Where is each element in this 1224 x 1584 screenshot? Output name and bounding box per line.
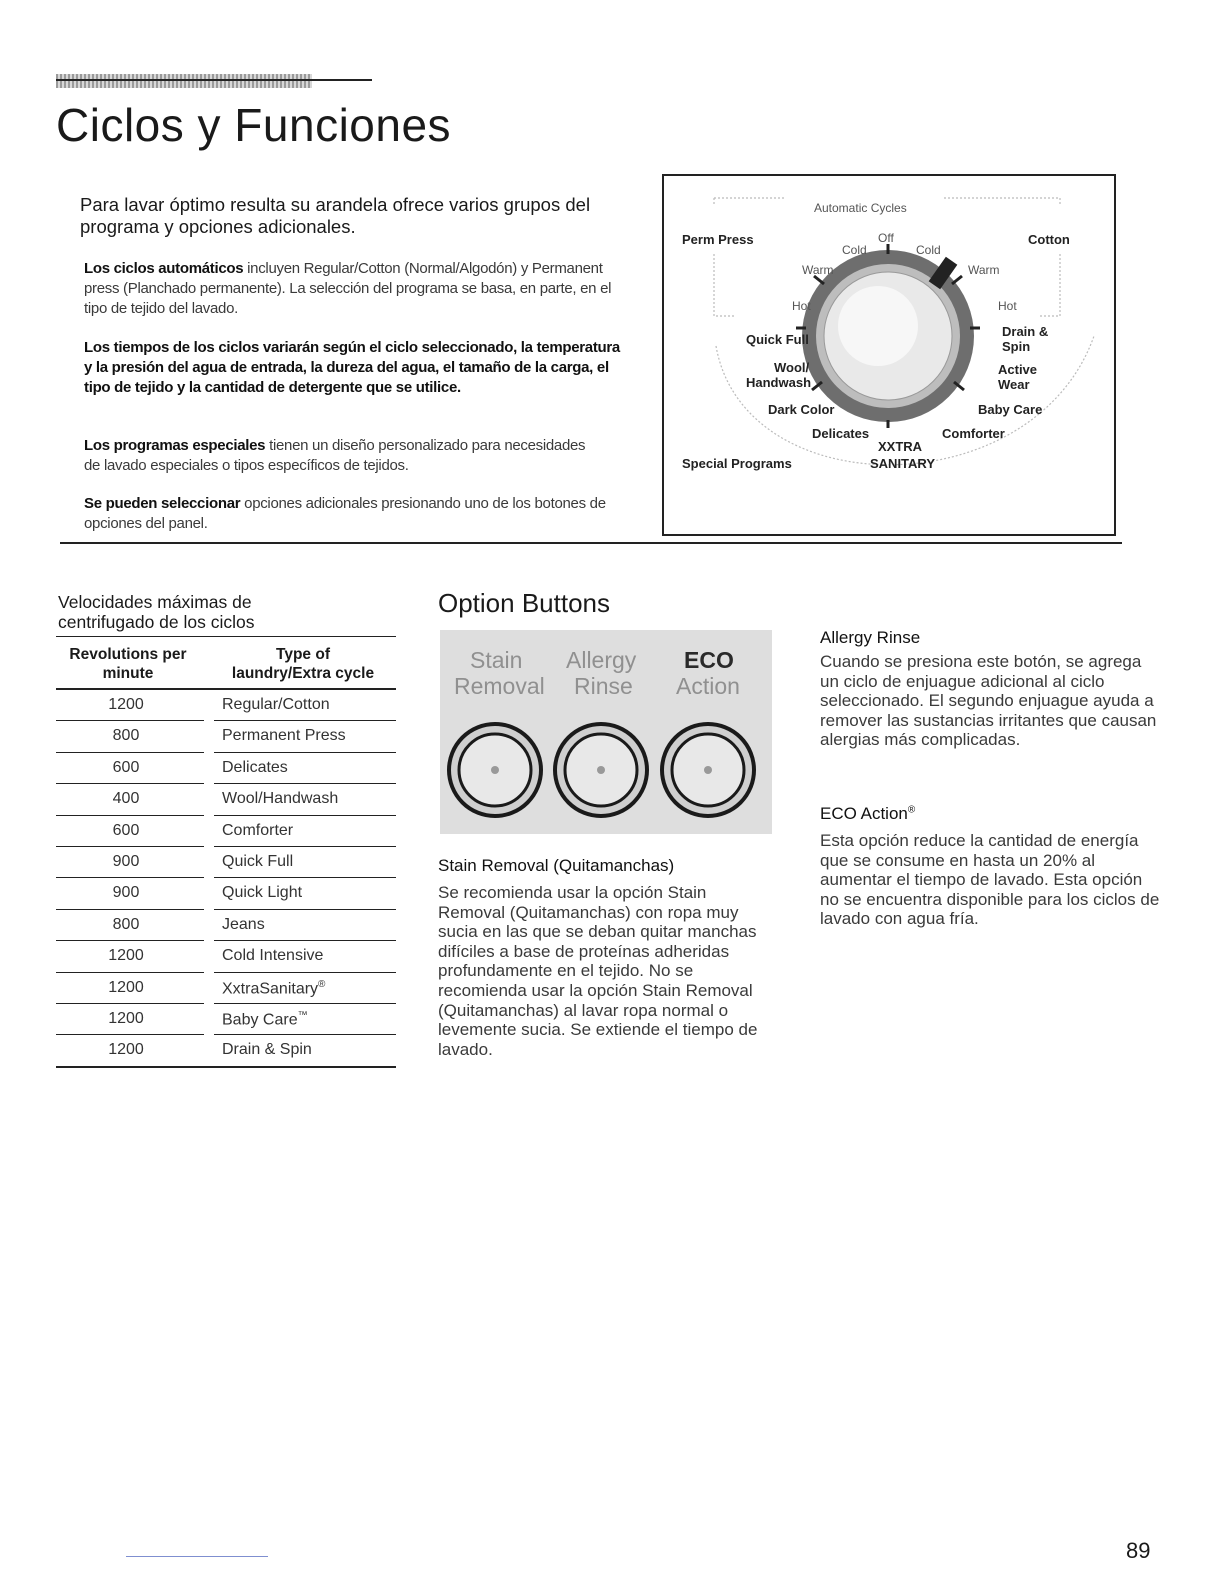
- p1-bold: Los ciclos automáticos: [84, 260, 244, 277]
- dial-warm-right: Warm: [968, 263, 1000, 277]
- dial-cold-left: Cold: [842, 243, 867, 257]
- cell-type: [222, 853, 293, 871]
- cell-type-text: Cold Intensive: [222, 947, 324, 965]
- cell-rpm: 400: [112, 790, 140, 808]
- options-paragraph: [84, 494, 614, 534]
- speed-table-title-1: Velocidades máximas de: [58, 592, 252, 612]
- cell-type-text: Quick Full: [222, 852, 294, 870]
- option-buttons-title: Option Buttons: [438, 588, 610, 618]
- table-row: [56, 784, 396, 815]
- p4-bold: Se pueden seleccionar: [84, 495, 241, 512]
- eco-heading-text: ECO Action: [820, 804, 908, 823]
- cell-rpm: 1200: [108, 1041, 144, 1059]
- cell-type: [222, 1041, 312, 1059]
- dial-sanitary: SANITARY: [870, 456, 935, 471]
- dial-baby-care: Baby Care: [978, 402, 1043, 417]
- dial-active-1: Active: [998, 362, 1038, 377]
- dial-svg: [664, 176, 1114, 534]
- cell-rpm: 1200: [108, 1009, 144, 1027]
- dial-dark-color: Dark Color: [768, 402, 835, 417]
- cell-type-text: Drain & Spin: [222, 1041, 312, 1059]
- section-rule: [60, 542, 1122, 544]
- cell-type-text: Jeans: [222, 915, 265, 933]
- cell-type-text: XxtraSanitary: [222, 979, 319, 997]
- dial-delicates: Delicates: [812, 426, 870, 441]
- cell-rpm: 600: [112, 821, 140, 839]
- cell-type-text: Wool/Handwash: [222, 790, 339, 808]
- table-row: [56, 753, 396, 784]
- cell-type: [222, 916, 265, 934]
- special-programs-paragraph: [84, 436, 604, 476]
- cycle-dial-figure: [662, 174, 1116, 536]
- allergy-rinse-button[interactable]: [555, 724, 647, 816]
- dial-wool-2: Handwash: [746, 375, 812, 390]
- stain-removal-body: Se recomienda usar la opción Stain Removal (Quitamanchas) con ropa muy sucia en las que se deban quitar manchas difíciles a base de proteínas adheridas profundamente en el tejido. No se recomienda usar la opción Stain Removal (Quitamanchas) al lavar ropa normal o levemente sucia. Se extiende el tiempo de lavado.: [438, 883, 758, 1059]
- automatic-cycles-paragraph: [84, 259, 624, 319]
- table-bottom-rule: [56, 1066, 396, 1068]
- dial-hot-right: Hot: [998, 299, 1017, 313]
- btn-eco-label-1: ECO: [684, 647, 734, 673]
- cell-type: [222, 759, 288, 777]
- table-row: [56, 721, 396, 752]
- eco-action-heading: [820, 804, 915, 824]
- eco-action-button[interactable]: [662, 724, 754, 816]
- cell-rpm: 1200: [108, 696, 144, 713]
- page-number: 89: [1126, 1538, 1151, 1563]
- table-top-rule: [56, 636, 396, 637]
- cell-type-text: Comforter: [222, 821, 294, 839]
- dial-knob-highlight: [838, 286, 918, 366]
- option-panel-svg: [440, 630, 772, 834]
- dial-drain-spin-1: Drain &: [1002, 324, 1049, 339]
- cycle-times-paragraph: Los tiempos de los ciclos variarán según el ciclo seleccionado, la temperatura y la presión del agua de entrada, la dureza del agua, el tamaño de la carga, el tipo de tejido y la cantidad de detergente que se utilice.: [84, 339, 620, 396]
- p3-text: tienen un diseño personalizado para necesidades de lavado especiales o tipos específicos de tejidos.: [84, 437, 586, 474]
- cell-type: [222, 696, 330, 714]
- cell-rpm: 1200: [108, 947, 144, 965]
- table-row: [56, 973, 396, 1004]
- dial-comforter: Comforter: [942, 426, 1005, 441]
- dial-xxtra: XXTRA: [878, 439, 923, 454]
- allergy-rinse-heading: Allergy Rinse: [820, 628, 921, 647]
- eco-action-body: Esta opción reduce la cantidad de energía que se consume en hasta un 20% al aumentar el tiempo de lavado. Esta opción no se encuentra disponible para los ciclos de lavado con agua fría.: [820, 831, 1160, 929]
- cell-type-sup: ™: [297, 1009, 308, 1021]
- btn-allergy-label-1: Allergy: [566, 647, 637, 673]
- table-row: [56, 847, 396, 878]
- dial-perm-press: Perm Press: [682, 232, 754, 247]
- col-header-rpm-2: minute: [102, 665, 154, 682]
- dial-hot-left: Hot: [792, 299, 811, 313]
- header-rule: [56, 79, 372, 81]
- col-header-rpm: [58, 645, 198, 683]
- cell-type-text: Baby Care: [222, 1011, 298, 1029]
- btn-allergy-label-2: Rinse: [574, 673, 633, 699]
- col-header-type: [210, 645, 396, 683]
- cell-rpm: 600: [112, 758, 140, 776]
- cell-type: [222, 822, 293, 840]
- page-title: Ciclos y Funciones: [56, 99, 452, 151]
- table-row: [56, 878, 396, 909]
- speed-table-body: [56, 690, 396, 1067]
- dial-wool-1: Wool/: [774, 360, 810, 375]
- dial-warm-left: Warm: [802, 263, 834, 277]
- dial-active-2: Wear: [998, 377, 1030, 392]
- cell-type: [222, 947, 323, 965]
- dial-automatic-cycles: Automatic Cycles: [814, 201, 907, 215]
- cell-type-text: Regular/Cotton: [222, 696, 330, 713]
- btn-stain-label-1: Stain: [470, 647, 523, 673]
- allergy-rinse-body: Cuando se presiona este botón, se agrega un ciclo de enjuague adicional al ciclo seleccionado. El segundo enjuague ayuda a remover las sustancias irritantes que causan alergias más complicadas.: [820, 652, 1157, 750]
- table-row: [56, 941, 396, 972]
- option-buttons-panel: [440, 630, 772, 834]
- btn-stain-label-2: Removal: [454, 673, 545, 699]
- col-header-type-2: laundry/Extra cycle: [231, 665, 375, 682]
- dial-cotton: Cotton: [1028, 232, 1070, 247]
- cell-rpm: 900: [112, 852, 140, 870]
- cell-type: [222, 884, 302, 902]
- cell-rpm: 800: [112, 727, 140, 745]
- table-row: [56, 1035, 396, 1066]
- cell-type: [222, 727, 346, 745]
- cell-rpm: 1200: [108, 978, 144, 996]
- eco-heading-sup: ®: [907, 804, 916, 816]
- speed-table-title: [58, 592, 398, 632]
- p4-text: opciones adicionales presionando uno de los botones de opciones del panel.: [84, 495, 606, 532]
- table-row: [56, 690, 396, 721]
- col-header-rpm-1: Revolutions per: [69, 646, 187, 663]
- dial-quick-full: Quick Full: [746, 332, 809, 347]
- table-row: [56, 910, 396, 941]
- cell-type-text: Quick Light: [222, 884, 303, 902]
- dial-cold-right: Cold: [916, 243, 941, 257]
- footer-rule: [126, 1556, 268, 1557]
- cell-type: [222, 979, 325, 998]
- cell-type-text: Delicates: [222, 758, 288, 776]
- dial-special-programs: Special Programs: [682, 456, 792, 471]
- cell-type: [222, 1010, 308, 1029]
- cell-rpm: 800: [112, 915, 140, 933]
- cell-type: [222, 790, 338, 808]
- cell-rpm: 900: [112, 884, 140, 902]
- p1-text: incluyen Regular/Cotton (Normal/Algodón) y Permanent press (Planchado permanente). La selección del programa se basa, en parte, en el tipo de tejido del lavado.: [84, 260, 612, 317]
- cell-type-sup: ®: [318, 978, 326, 990]
- stain-removal-heading: Stain Removal (Quitamanchas): [438, 856, 675, 875]
- cell-type-text: Permanent Press: [222, 727, 346, 745]
- col-header-type-1: Type of: [276, 646, 330, 663]
- btn-eco-label-2: Action: [676, 673, 740, 699]
- intro-text: Para lavar óptimo resulta su arandela ofrece varios grupos del programa y opciones adicionales.: [80, 194, 591, 237]
- table-row: [56, 1004, 396, 1035]
- dial-off: Off: [878, 231, 894, 245]
- stain-removal-button[interactable]: [449, 724, 541, 816]
- p3-bold: Los programas especiales: [84, 437, 266, 454]
- speed-table-title-2: centrifugado de los ciclos: [58, 612, 255, 632]
- header-decor-bar: [56, 74, 312, 88]
- table-row: [56, 816, 396, 847]
- dial-drain-spin-2: Spin: [1002, 339, 1031, 354]
